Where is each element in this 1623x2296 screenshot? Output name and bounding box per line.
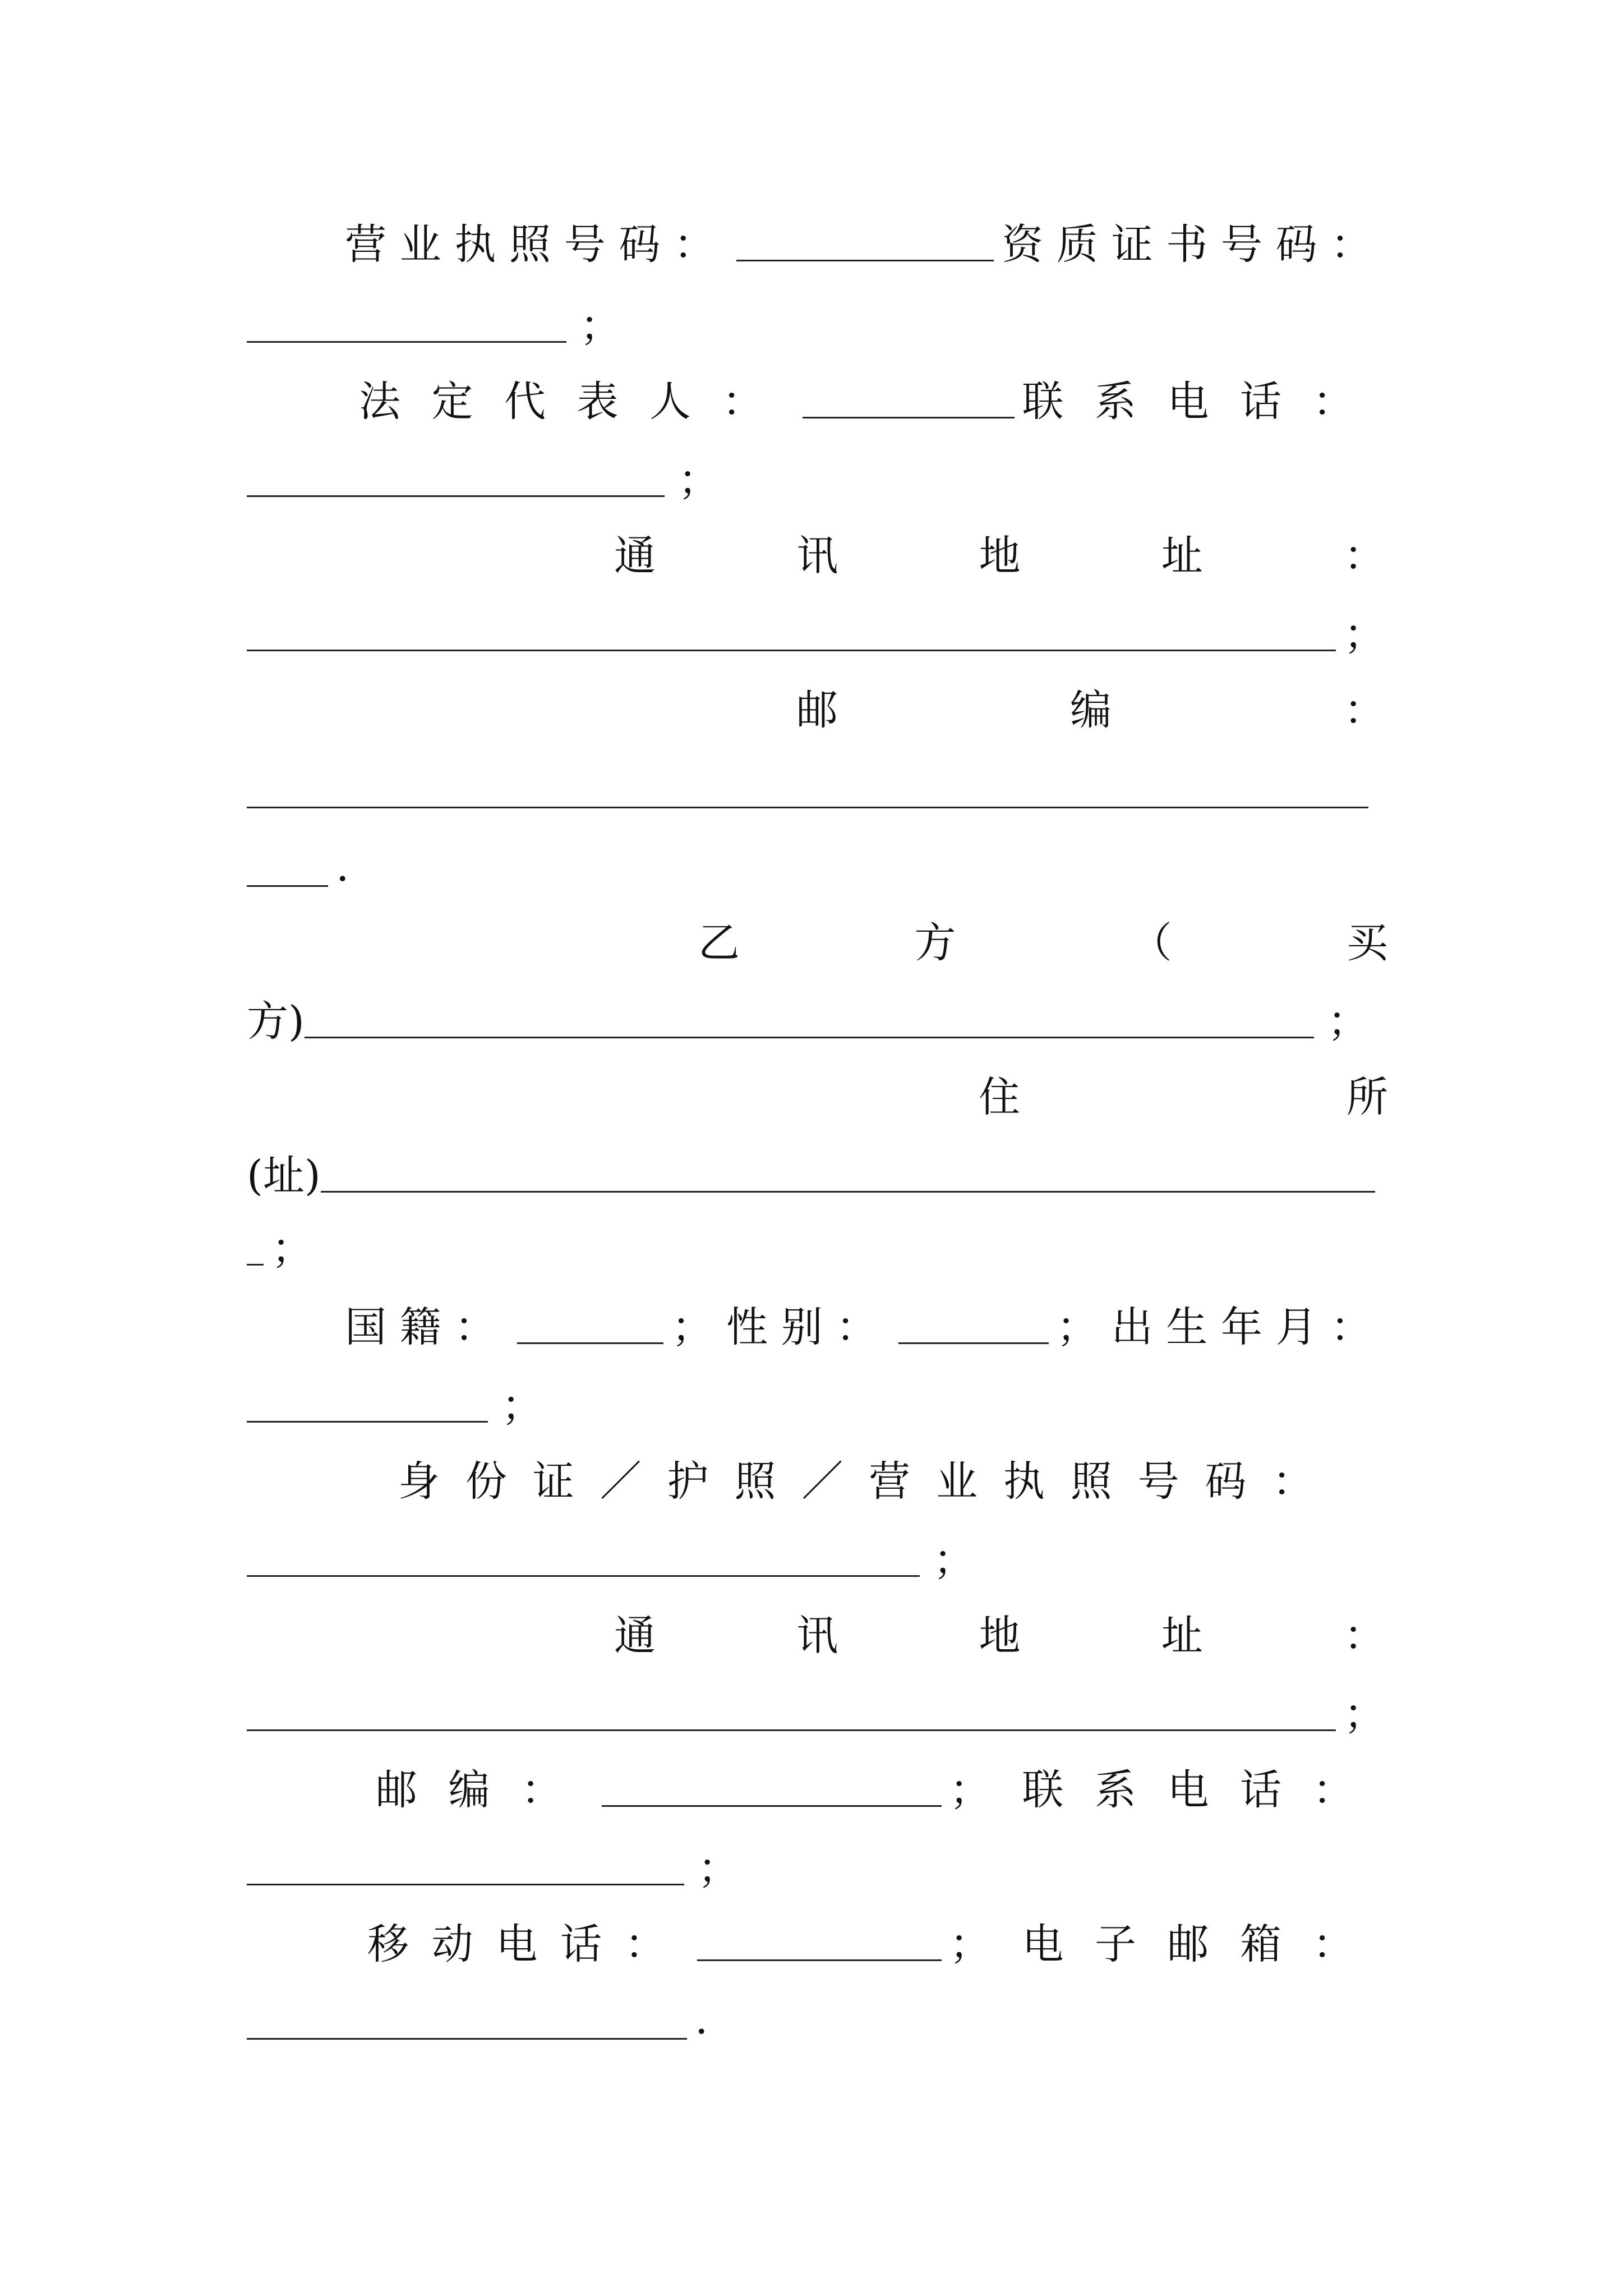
buyer-residence-cont: (址) [247, 1152, 321, 1200]
seller-address-blank-line [247, 597, 1385, 665]
buyer-party-char: 方 [914, 919, 956, 967]
buyer-address-blank-line [247, 1677, 1385, 1745]
residence-char: 住 [979, 1073, 1020, 1121]
buyer-mobile-line [367, 1907, 1385, 1975]
buyer-id-blank-line [247, 1523, 1385, 1590]
seller-postcode-blank-end [247, 833, 1385, 900]
address-char: 通 [614, 1612, 656, 1660]
nationality-label: 国籍： [345, 1303, 510, 1351]
address-char: 讯 [796, 1612, 838, 1660]
semicolon: ； [933, 1536, 975, 1584]
buyer-postcode-blank[interactable] [602, 1767, 942, 1807]
qualification-blank[interactable] [247, 303, 566, 343]
semicolon: ； [678, 456, 720, 504]
buyer-id-line [398, 1444, 1385, 1512]
semicolon: ； [271, 1225, 313, 1273]
qualification-line [247, 289, 1385, 356]
seller-postcode-blank[interactable] [247, 769, 1368, 808]
period: . [336, 843, 349, 891]
license-label: 营业执照号码： [345, 220, 728, 269]
address-char: ： [1344, 532, 1385, 580]
buyer-birth-blank-line [247, 1369, 1385, 1436]
license-line [345, 208, 1385, 275]
buyer-phone-label: ；联系电话： [949, 1766, 1385, 1814]
address-char: 地 [979, 532, 1021, 580]
birth-label: ；出生年月： [1056, 1303, 1385, 1351]
postcode-char: 邮 [796, 686, 838, 734]
address-char: 址 [1161, 532, 1203, 580]
buyer-party-char: 买 [1346, 919, 1388, 967]
seller-address-blank[interactable] [247, 611, 1336, 651]
address-char: ： [1344, 1612, 1385, 1660]
id-blank[interactable] [247, 1537, 920, 1577]
buyer-postcode-line [376, 1753, 1385, 1820]
semicolon: ； [1344, 610, 1385, 659]
postcode-char: 编 [1070, 686, 1112, 734]
nationality-blank[interactable] [517, 1304, 663, 1344]
buyer-residence-blank-end [247, 1212, 1385, 1279]
buyer-party-cont: 方) [247, 997, 305, 1046]
id-label: 身份证／护照／营业执照号码： [398, 1457, 1340, 1506]
residence-char: 所 [1347, 1073, 1388, 1121]
gender-label: ；性别： [671, 1303, 891, 1351]
buyer-party-blank-line [247, 984, 1385, 1052]
mobile-label: 移动电话： [367, 1920, 689, 1968]
buyer-party-line [698, 906, 1388, 973]
buyer-party-char: 乙 [698, 919, 740, 967]
buyer-postcode-label: 邮编： [376, 1766, 594, 1814]
buyer-residence-blank[interactable] [321, 1153, 1375, 1193]
semicolon: ； [698, 1844, 739, 1893]
legal-rep-line [359, 365, 1385, 432]
license-blank[interactable] [736, 222, 994, 261]
email-label: ；电子邮箱： [949, 1920, 1385, 1968]
buyer-residence-blank-cont[interactable] [247, 1226, 264, 1266]
seller-phone-line [247, 443, 1385, 510]
birth-blank[interactable] [247, 1383, 488, 1423]
seller-postcode-line [796, 673, 1385, 740]
legal-rep-blank[interactable] [803, 379, 1015, 418]
buyer-phone-blank[interactable] [247, 1846, 684, 1885]
postcode-char: ： [1344, 686, 1385, 734]
buyer-residence-line [979, 1060, 1388, 1128]
seller-postcode-blank-line [247, 754, 1385, 822]
buyer-residence-blank-line [247, 1139, 1385, 1206]
qualification-label: 资质证书号码： [1002, 220, 1385, 269]
address-char: 通 [614, 532, 656, 580]
buyer-party-char: （ [1130, 919, 1172, 967]
mobile-blank[interactable] [697, 1921, 942, 1961]
period: . [695, 1995, 708, 2044]
gender-blank[interactable] [898, 1304, 1049, 1344]
seller-phone-blank[interactable] [247, 457, 665, 497]
buyer-address-blank[interactable] [247, 1691, 1336, 1731]
address-char: 讯 [796, 532, 838, 580]
seller-phone-label: 联系电话： [1022, 378, 1385, 426]
semicolon: ； [1327, 997, 1369, 1046]
seller-address-line [614, 519, 1385, 586]
buyer-phone-blank-line [247, 1832, 1385, 1899]
legal-rep-label: 法定代表人： [359, 378, 795, 426]
semicolon: ； [501, 1382, 543, 1430]
address-char: 地 [979, 1612, 1021, 1660]
address-char: 址 [1161, 1612, 1203, 1660]
semicolon: ； [1344, 1690, 1385, 1738]
semicolon: ； [580, 302, 621, 350]
buyer-address-line [614, 1599, 1385, 1666]
seller-postcode-blank-cont[interactable] [247, 847, 328, 887]
buyer-email-blank-line [247, 1986, 1385, 2053]
email-blank[interactable] [247, 2000, 687, 2040]
buyer-party-blank[interactable] [305, 999, 1314, 1038]
buyer-nationality-line [345, 1290, 1385, 1358]
